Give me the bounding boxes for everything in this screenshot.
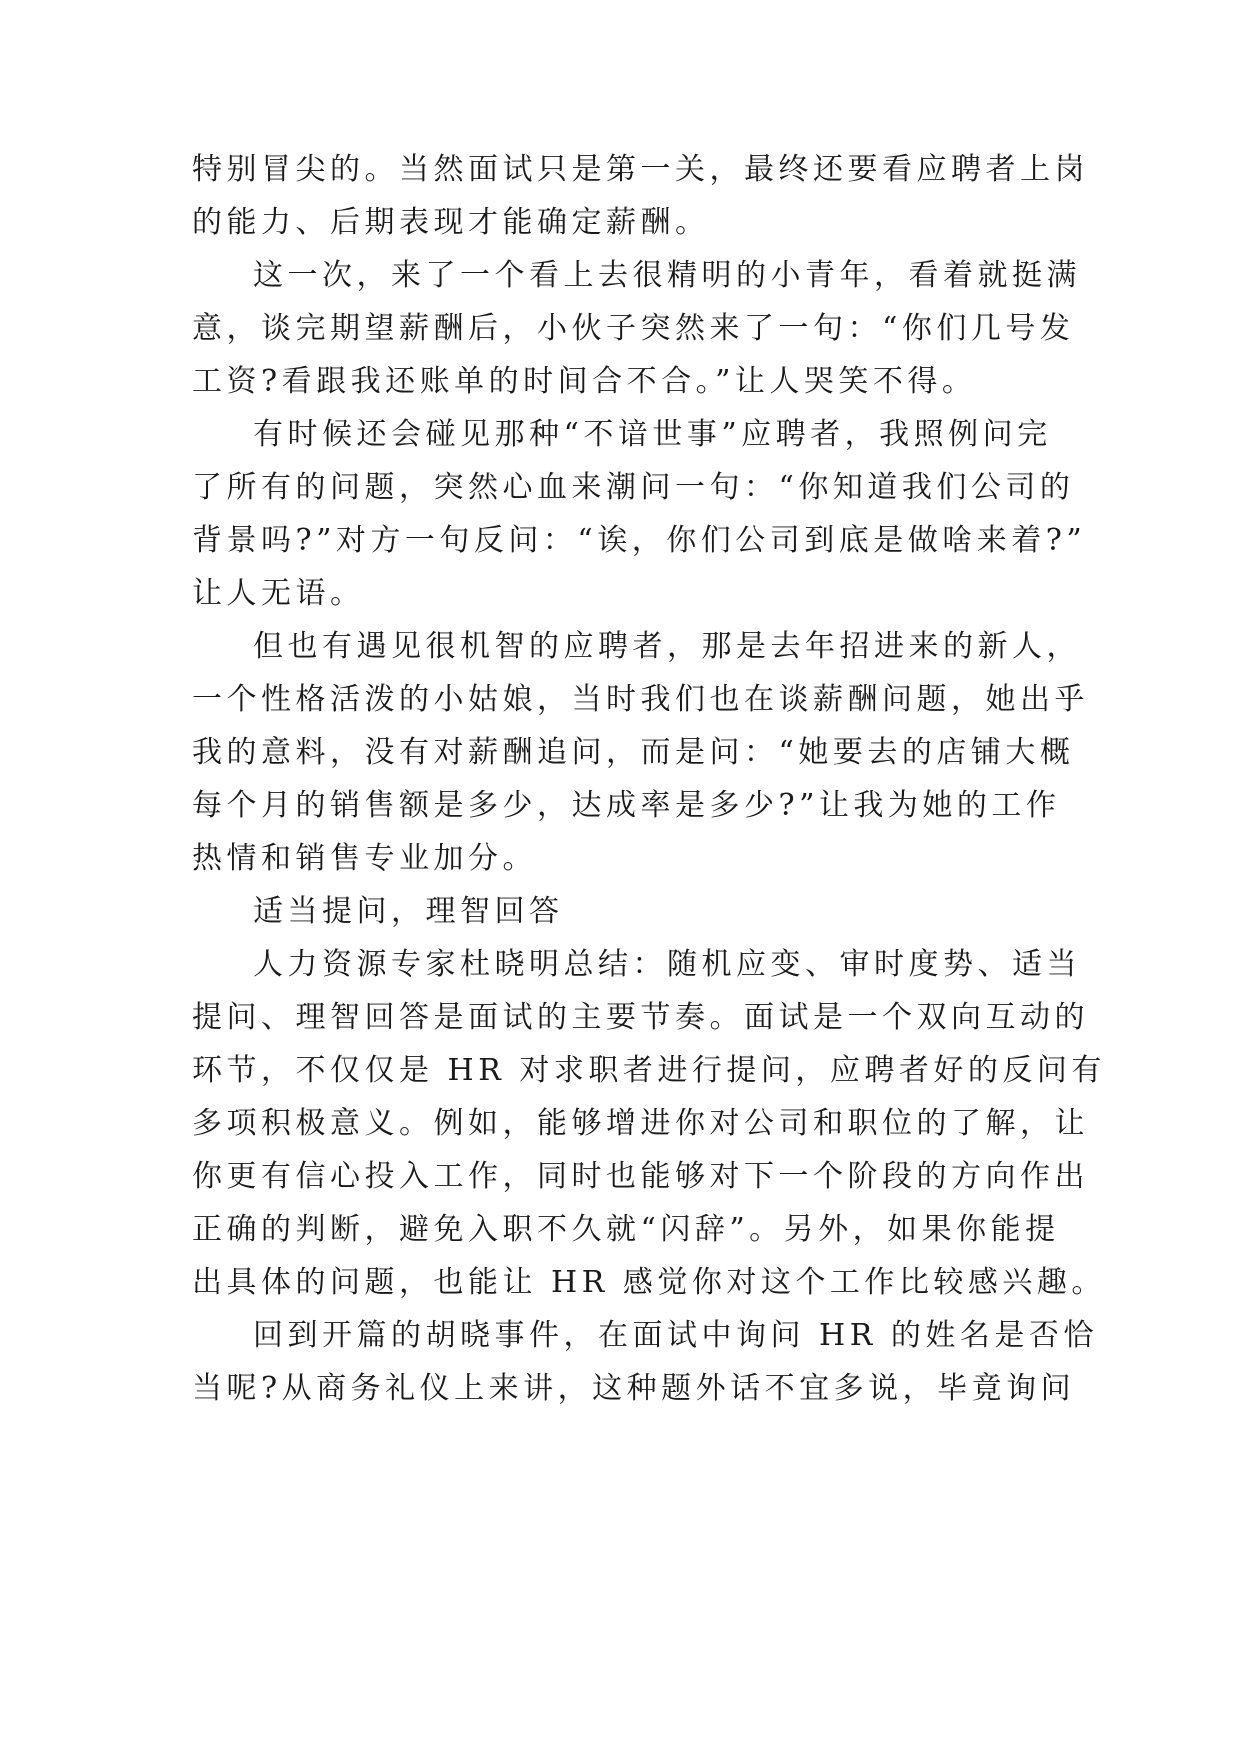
- text-line: 特别冒尖的。当然面试只是第一关，最终还要看应聘者上岗: [192, 152, 1089, 187]
- text-line: 人力资源专家杜晓明总结：随机应变、审时度势、适当: [253, 947, 1081, 982]
- text-line: 热情和销售专业加分。: [192, 841, 537, 876]
- text-line: 意，谈完期望薪酬后，小伙子突然来了一句：“你们几号发: [192, 311, 1075, 346]
- text-line: 正确的判断，避免入职不久就“闪辞”。另外，如果你能提: [192, 1212, 1060, 1247]
- text-line: 每个月的销售额是多少，达成率是多少?”让我为她的工作: [192, 788, 1061, 823]
- text-line: 你更有信心投入工作，同时也能够对下一个阶段的方向作出: [192, 1159, 1089, 1194]
- text-line: 但也有遇见很机智的应聘者，那是去年招进来的新人，: [253, 629, 1081, 664]
- text-line: 有时候还会碰见那种“不谙世事”应聘者，我照例问完: [253, 417, 1052, 452]
- section-heading: 适当提问，理智回答: [253, 894, 564, 929]
- text-line: 这一次，来了一个看上去很精明的小青年，看着就挺满: [253, 258, 1081, 293]
- text-line: 出具体的问题，也能让 HR 感觉你对这个工作比较感兴趣。: [192, 1265, 1106, 1300]
- text-line: 提问、理智回答是面试的主要节奏。面试是一个双向互动的: [192, 1000, 1089, 1035]
- text-line: 的能力、后期表现才能确定薪酬。: [192, 205, 710, 240]
- text-line: 了所有的问题，突然心血来潮问一句：“你知道我们公司的: [192, 470, 1075, 505]
- text-line: 让人无语。: [192, 576, 365, 611]
- text-line: 环节，不仅仅是 HR 对求职者进行提问，应聘者好的反问有: [192, 1053, 1106, 1088]
- text-line: 当呢?从商务礼仪上来讲，这种题外话不宜多说，毕竟询问: [192, 1371, 1076, 1406]
- text-line: 一个性格活泼的小姑娘，当时我们也在谈薪酬问题，她出乎: [192, 682, 1089, 717]
- text-line: 多项积极意义。例如，能够增进你对公司和职位的了解，让: [192, 1106, 1089, 1141]
- text-line: 我的意料，没有对薪酬追问，而是问：“她要去的店铺大概: [192, 735, 1075, 770]
- text-line: 工资?看跟我还账单的时间合不合。”让人哭笑不得。: [192, 364, 977, 399]
- text-line: 回到开篇的胡晓事件，在面试中询问 HR 的姓名是否恰: [253, 1318, 1098, 1353]
- text-line: 背景吗?”对方一句反问：“诶，你们公司到底是做啥来着?”: [192, 523, 1087, 558]
